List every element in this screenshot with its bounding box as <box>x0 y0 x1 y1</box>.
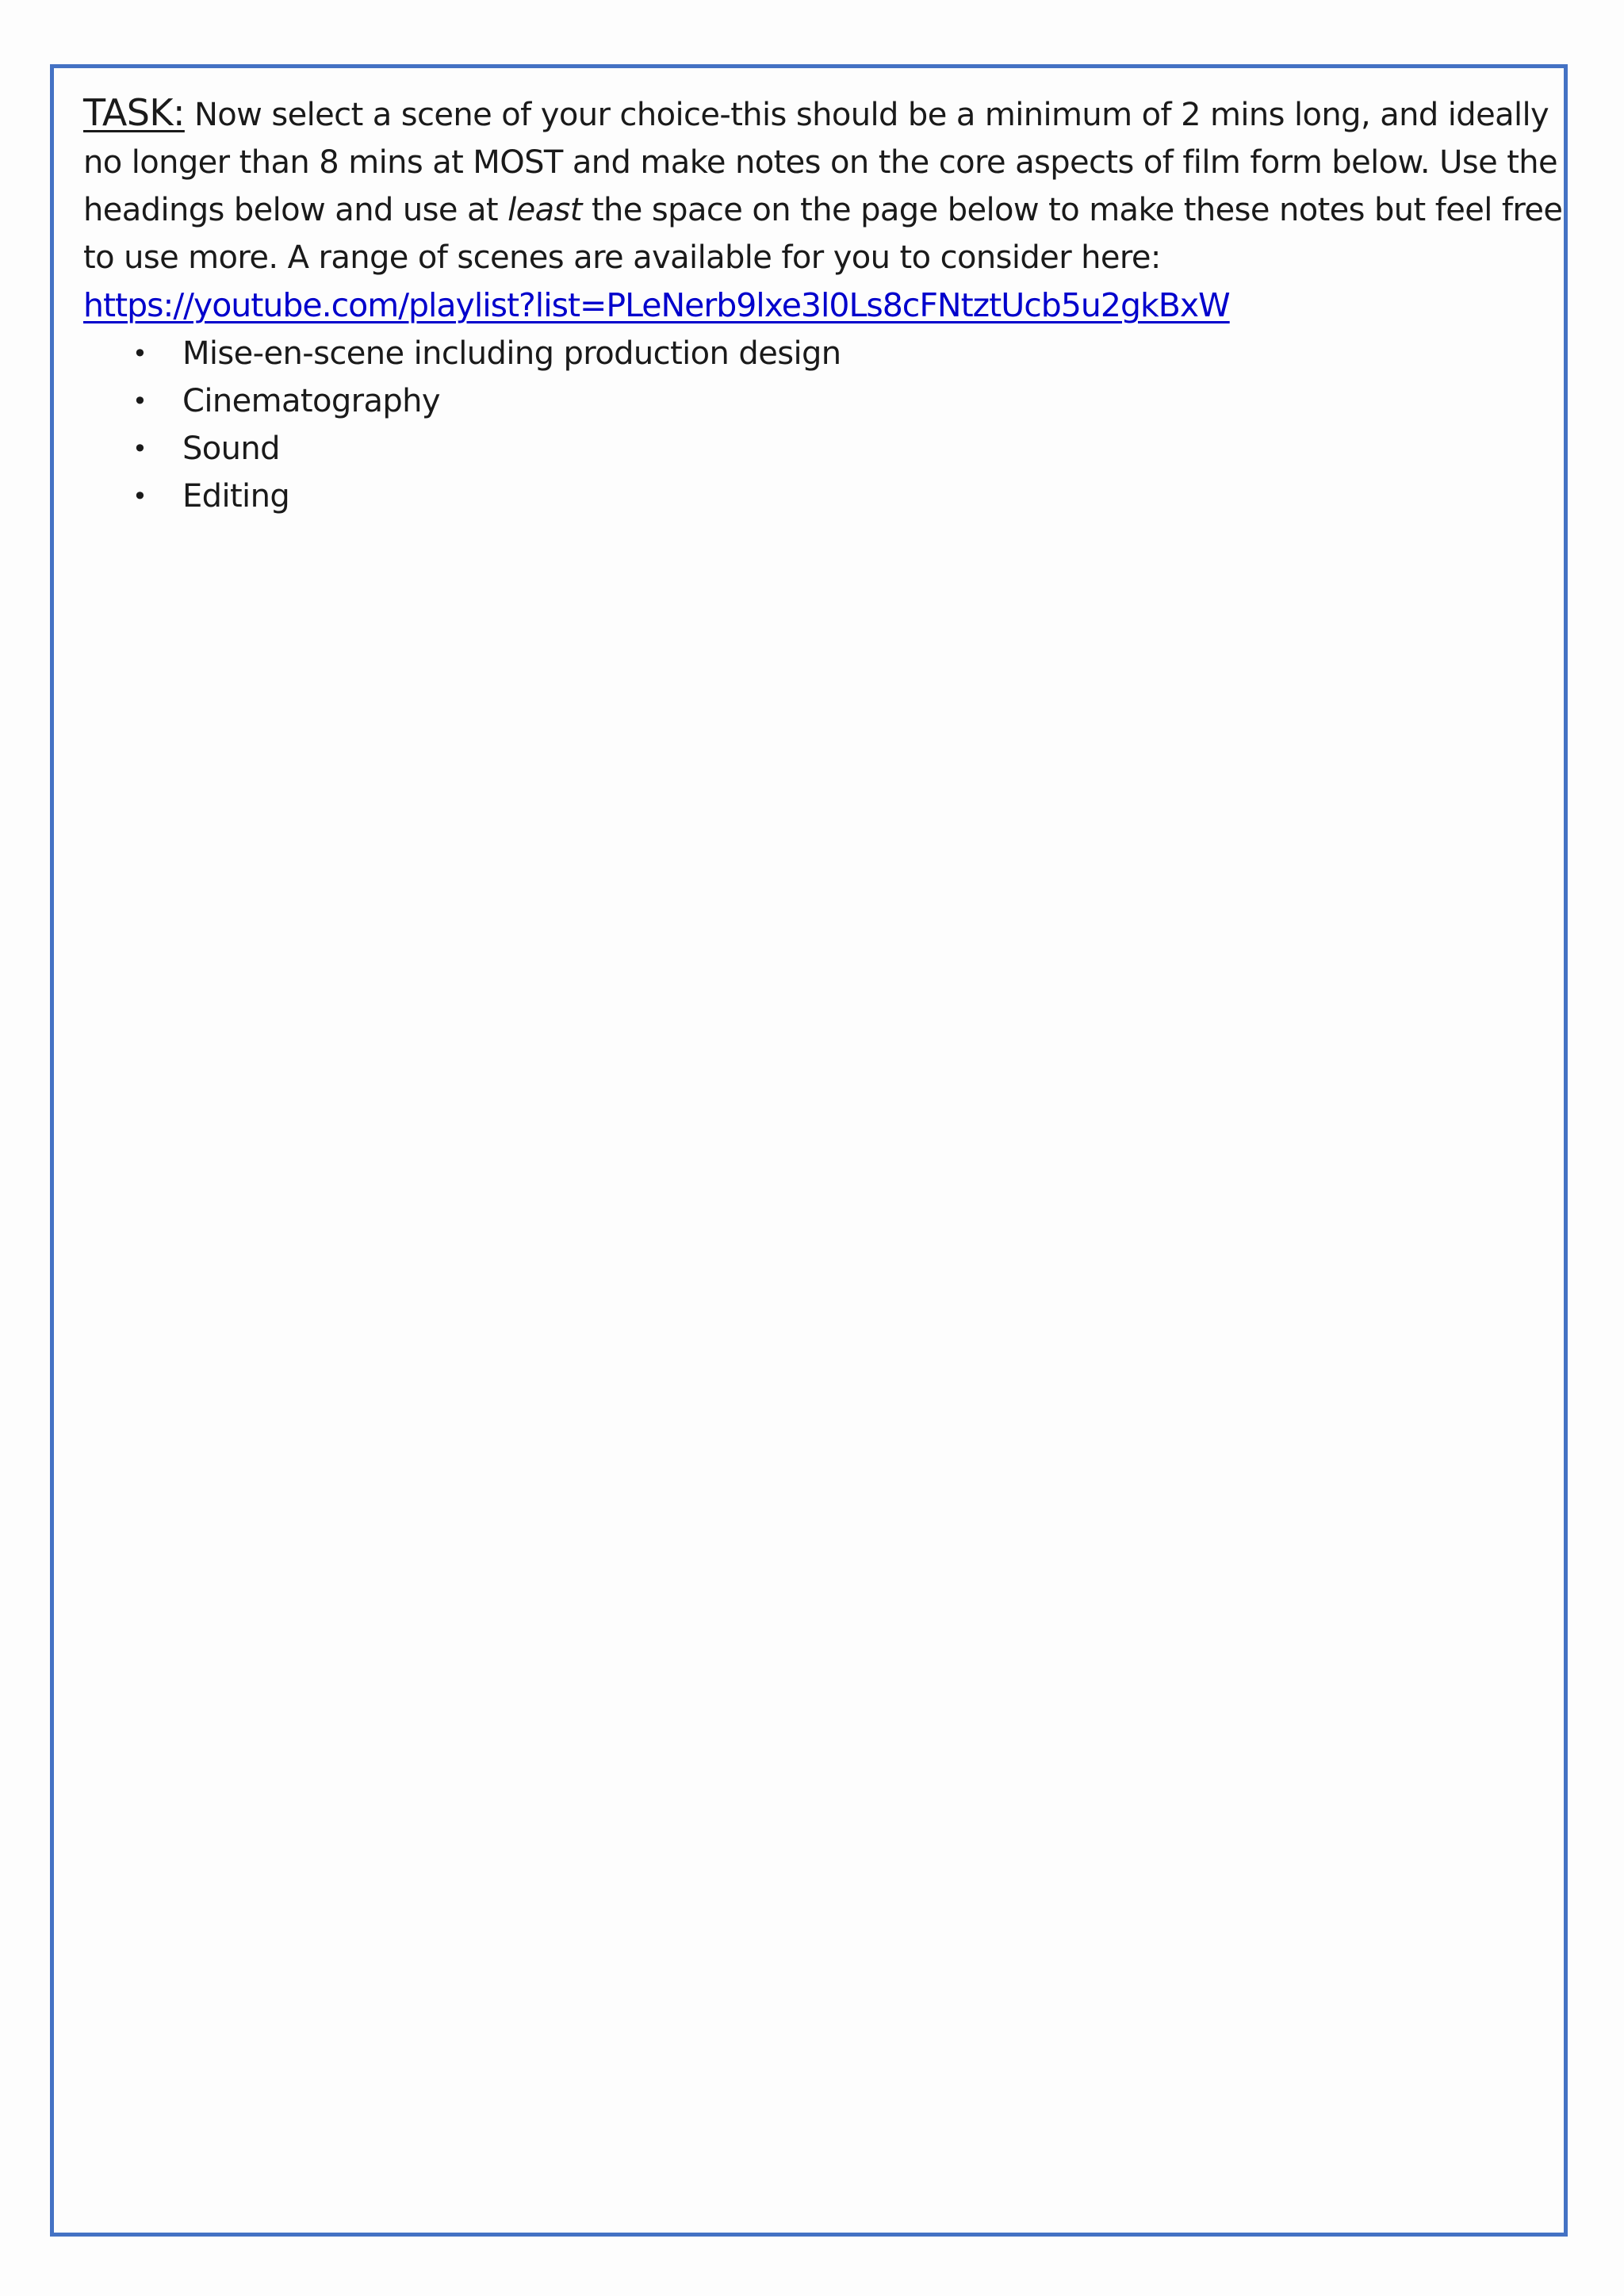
aspect-label: Editing <box>182 478 290 515</box>
aspect-item-cinematography <box>83 377 1574 425</box>
bullet-icon: • <box>132 386 147 416</box>
bullet-icon: • <box>132 339 147 369</box>
aspect-label: Mise-en-scene including production design <box>182 335 841 372</box>
aspect-item-editing <box>83 473 1574 520</box>
aspect-label: Cinematography <box>182 383 440 419</box>
bullet-icon: • <box>132 434 147 464</box>
playlist-link[interactable]: https://youtube.com/playlist?list=PLeNerb9lxe3l0Ls8cFNtztUcb5u2gkBxW <box>83 286 1230 324</box>
aspect-item-sound <box>83 425 1574 473</box>
task-text-part-1: Now select a scene of your choice-this should be a minimum of 2 mins long, and ideally no longer than 8 mins at MOST and make notes on the core aspects of film form below. Use the headings below and use at <box>83 97 1558 228</box>
aspect-label: Sound <box>182 430 280 467</box>
task-content <box>83 89 1574 520</box>
film-form-aspects-list <box>83 330 1574 520</box>
task-instructions <box>83 89 1574 281</box>
task-box <box>50 64 1568 2237</box>
task-label: TASK: <box>83 91 185 134</box>
task-text-part-2: the space on the page below to make these notes but feel free to use more. A range of scenes are available for you to consider here: <box>83 192 1563 276</box>
aspect-item-mise-en-scene <box>83 330 1574 377</box>
task-emphasis: least <box>508 192 582 228</box>
bullet-icon: • <box>132 481 147 511</box>
